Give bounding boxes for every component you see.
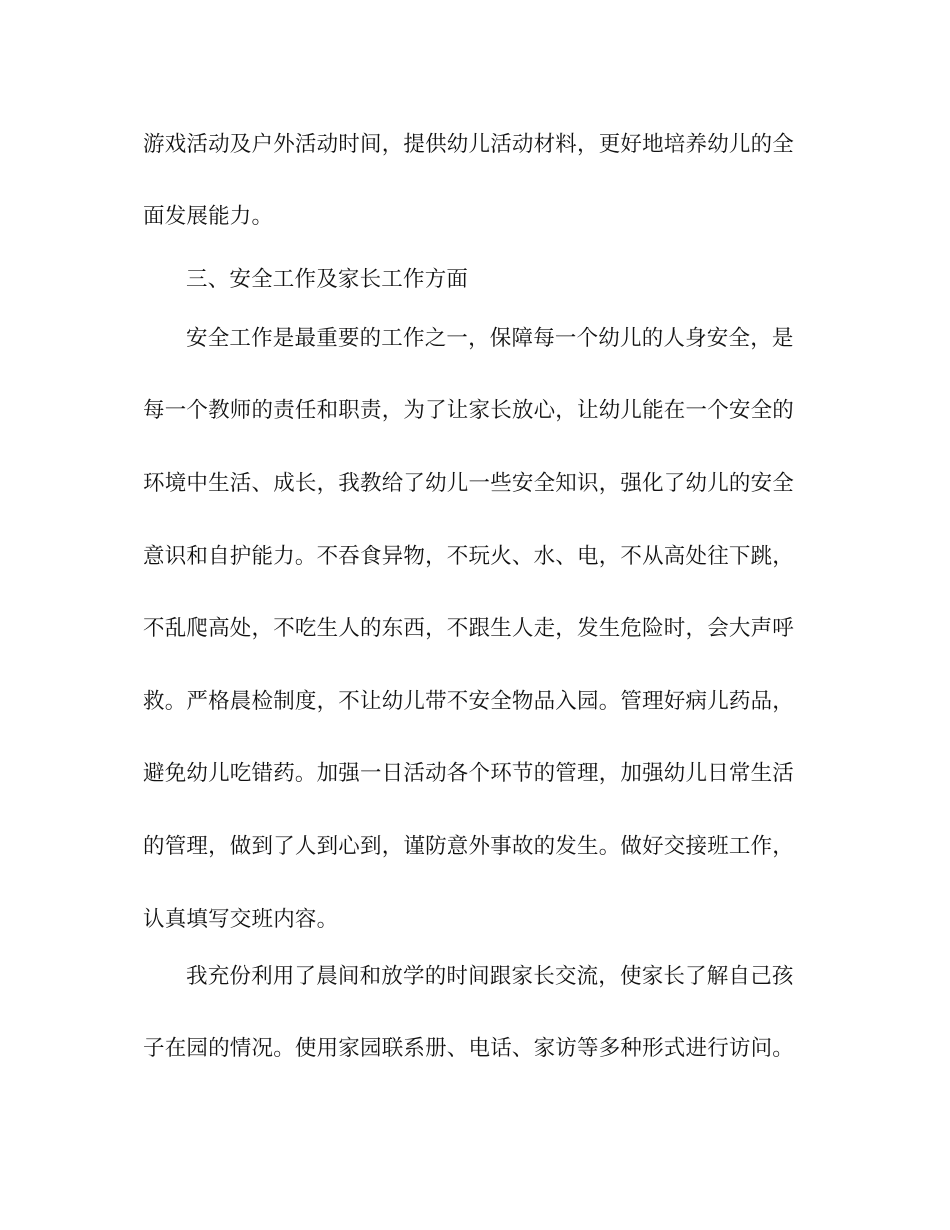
paragraph-line: 认真填写交班内容。 [143, 907, 339, 932]
paragraph-line: 的管理，做到了人到心到，谨防意外事故的发生。做好交接班工作， [143, 834, 795, 859]
paragraph-line: 不乱爬高处，不吃生人的东西，不跟生人走，发生危险时，会大声呼 [143, 616, 795, 641]
paragraph-line: 每一个教师的责任和职责，为了让家长放心，让幼儿能在一个安全的 [143, 398, 795, 423]
paragraph-line: 救。严格晨检制度，不让幼儿带不安全物品入园。管理好病儿药品， [143, 689, 795, 714]
paragraph-line: 意识和自护能力。不吞食异物，不玩火、水、电，不从高处往下跳， [143, 544, 795, 569]
paragraph-line: 安全工作是最重要的工作之一，保障每一个幼儿的人身安全，是 [186, 326, 794, 351]
paragraph-line: 子在园的情况。使用家园联系册、电话、家访等多种形式进行访问。 [143, 1036, 795, 1061]
paragraph-line: 环境中生活、成长，我教给了幼儿一些安全知识，强化了幼儿的安全 [143, 471, 795, 496]
paragraph-line: 我充份利用了晨间和放学的时间跟家长交流，使家长了解自己孩 [186, 964, 794, 989]
section-heading: 三、安全工作及家长工作方面 [186, 267, 469, 292]
paragraph-line: 避免幼儿吃错药。加强一日活动各个环节的管理，加强幼儿日常生活 [143, 761, 795, 786]
paragraph-line: 游戏活动及户外活动时间，提供幼儿活动材料，更好地培养幼儿的全 [143, 132, 795, 157]
paragraph-line: 面发展能力。 [143, 204, 274, 229]
